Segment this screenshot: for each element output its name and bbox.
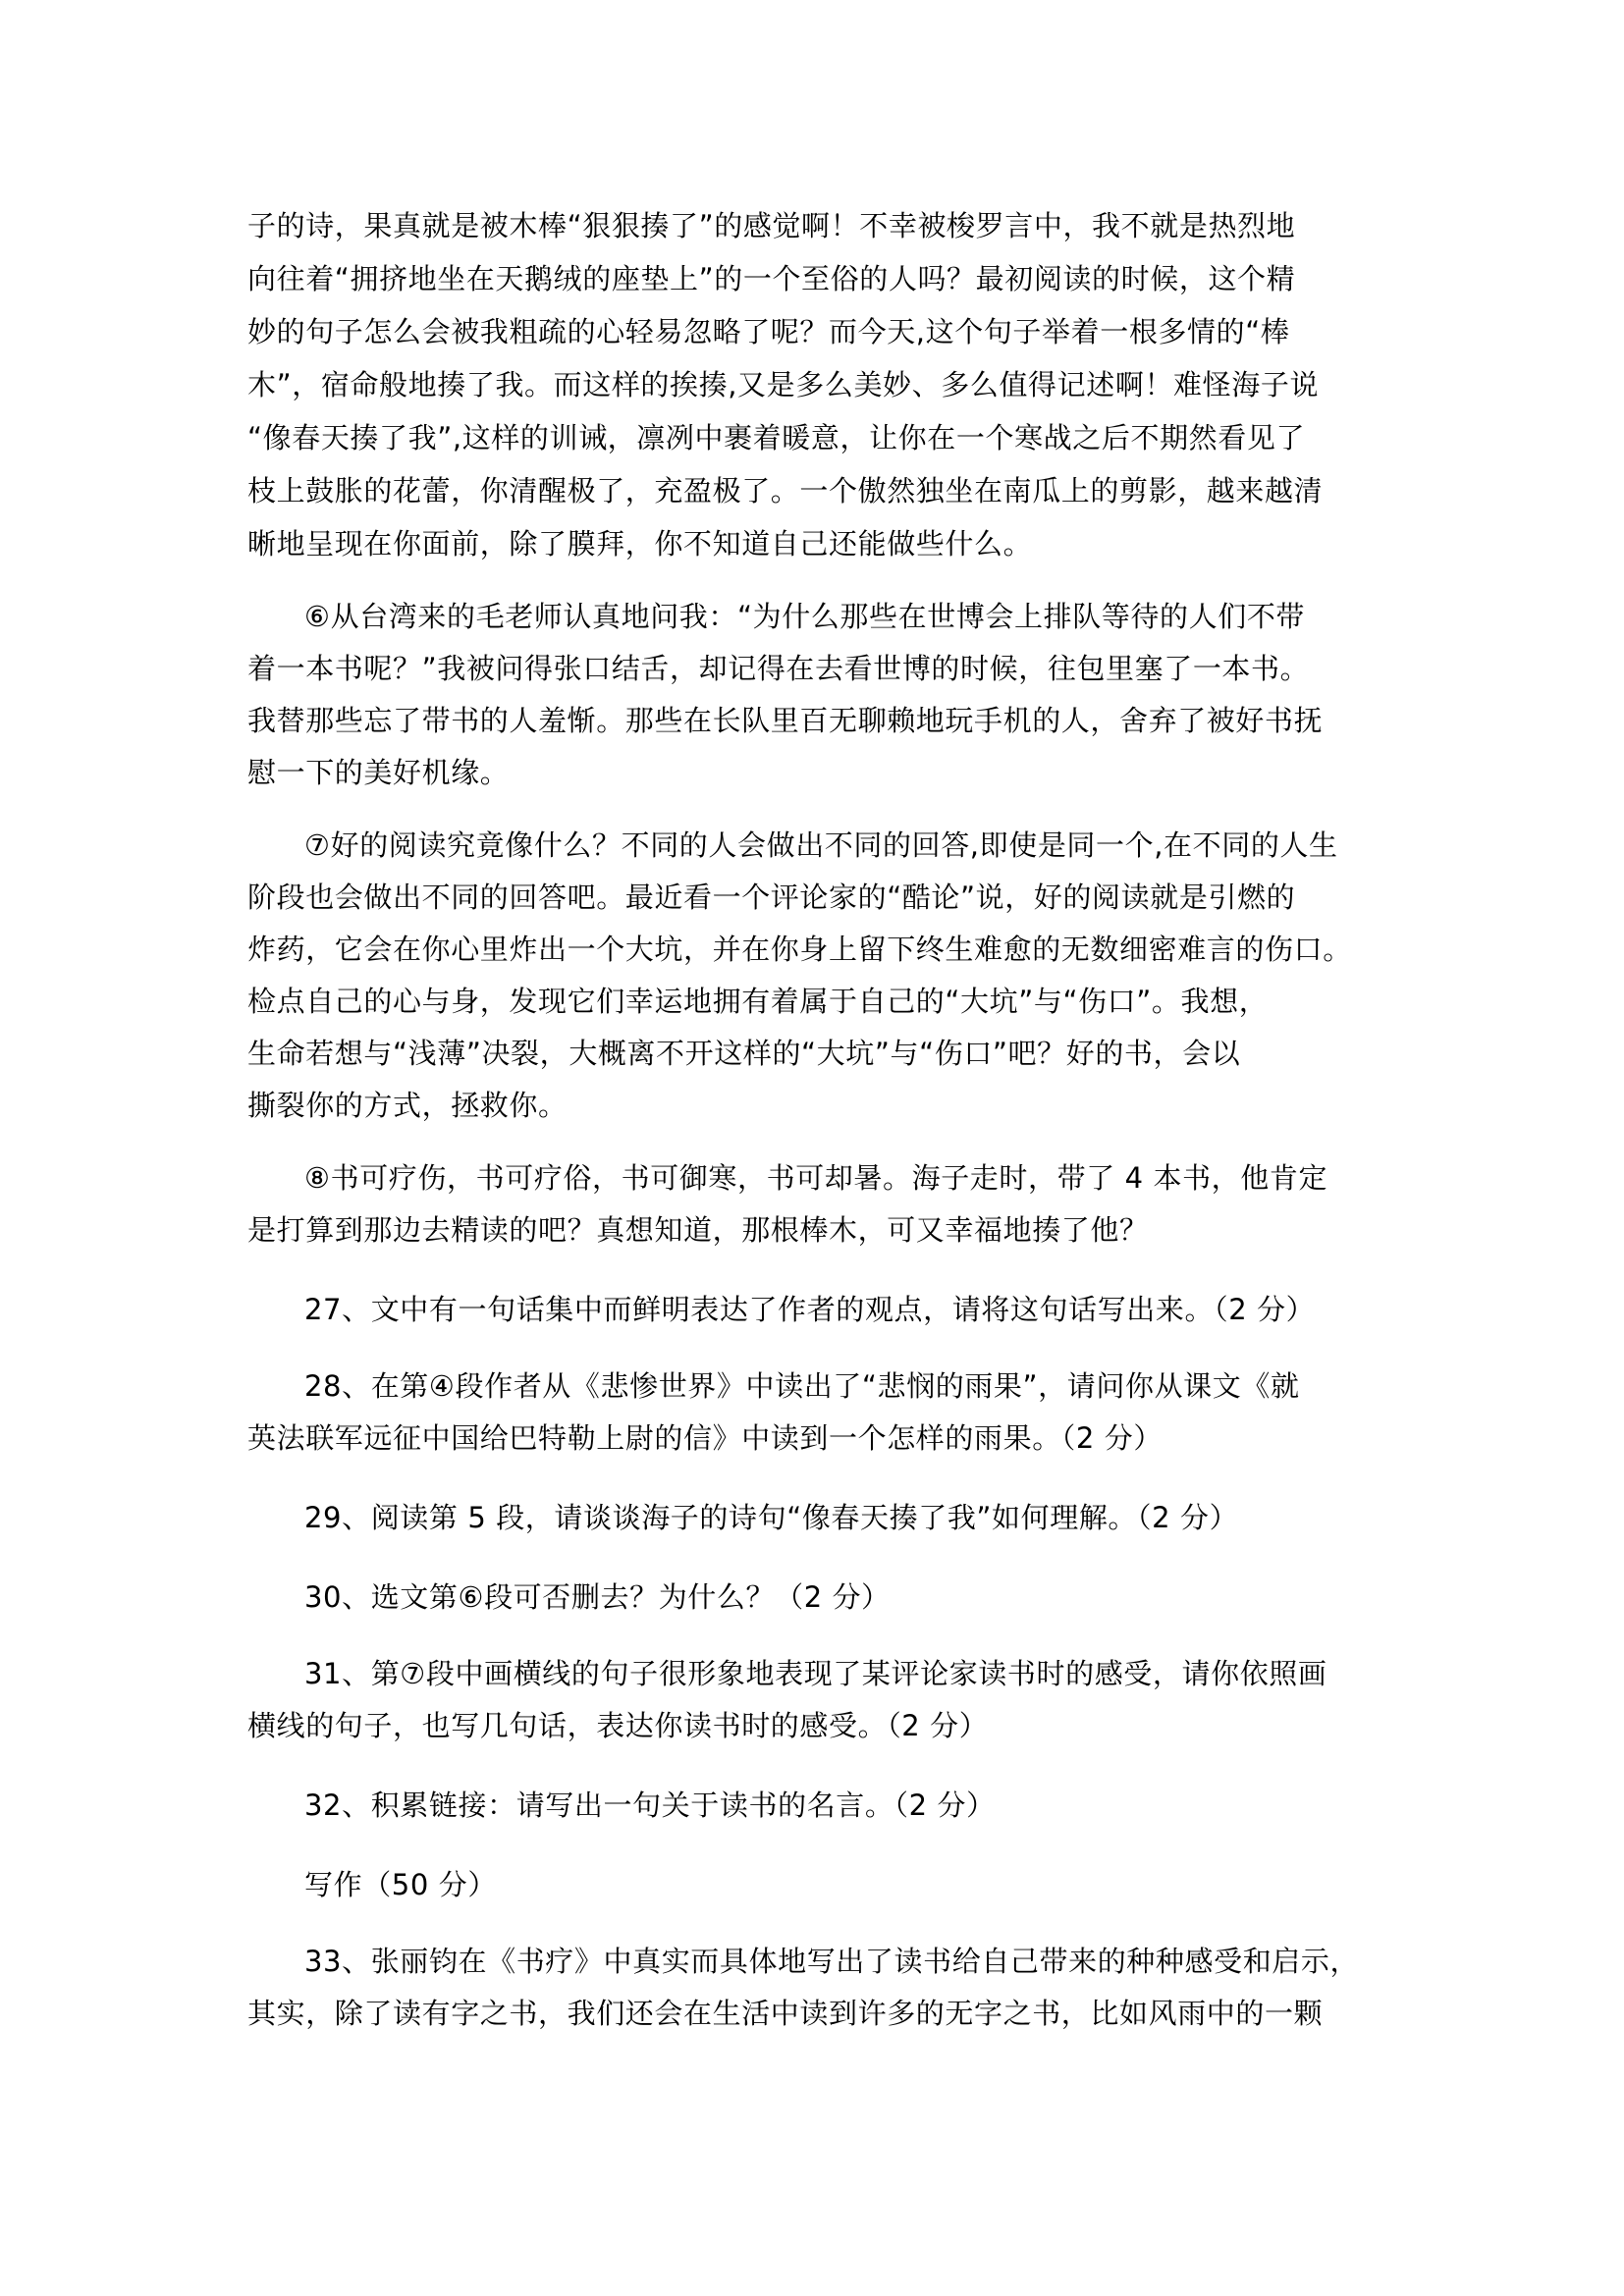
question-31: 31、第⑦段中画横线的句子很形象地表现了某评论家读书时的感受，请你依照画 (304, 1657, 1327, 1690)
question-27: 27、文中有一句话集中而鲜明表达了作者的观点，请将这句话写出来。（2 分） (304, 1293, 1316, 1326)
question-28: 28、在第④段作者从《悲惨世界》中读出了“悲悯的雨果”，请问你从课文《就 (304, 1369, 1300, 1403)
question-29: 29、阅读第 5 段，请谈谈海子的诗句“像春天揍了我”如何理解。（2 分） (304, 1501, 1239, 1534)
text-line: 枝上鼓胀的花蕾，你清醒极了，充盈极了。一个傲然独坐在南瓜上的剪影，越来越清 (247, 474, 1324, 507)
text-line: 英法联军远征中国给巴特勒上尉的信》中读到一个怎样的雨果。（2 分） (247, 1421, 1163, 1455)
question-30: 30、选文第⑥段可否删去？为什么？（2 分） (304, 1580, 891, 1614)
text-line: 晰地呈现在你面前，除了膜拜，你不知道自己还能做些什么。 (247, 527, 1033, 561)
text-line: 横线的句子，也写几句话，表达你读书时的感受。（2 分） (247, 1709, 989, 1742)
text-line: 阶段也会做出不同的回答吧。最近看一个评论家的“酷论”说，好的阅读就是引燃的 (247, 881, 1296, 914)
text-line: 是打算到那边去精读的吧？真想知道，那根棒木，可又幸福地揍了他？ (247, 1213, 1149, 1247)
text-line: “像春天揍了我”,这样的训诫，凛冽中裹着暖意，让你在一个寒战之后不期然看见了 (247, 421, 1306, 454)
text-line: 检点自己的心与身，发现它们幸运地拥有着属于自己的“大坑”与“伤口”。我想， (247, 985, 1269, 1018)
text-line: 妙的句子怎么会被我粗疏的心轻易忽略了呢？而今天,这个句子举着一根多情的“棒 (247, 315, 1290, 348)
paragraph-8-start: ⑧书可疗伤，书可疗俗，书可御寒，书可却暑。海子走时，带了 4 本书，他肯定 (304, 1161, 1328, 1195)
text-line: 向往着“拥挤地坐在天鹅绒的座垫上”的一个至俗的人吗？最初阅读的时候，这个精 (247, 262, 1296, 295)
question-33: 33、张丽钧在《书疗》中真实而具体地写出了读书给自己带来的种种感受和启示， (304, 1945, 1360, 1978)
text-line: 炸药，它会在你心里炸出一个大坑，并在你身上留下终生难愈的无数细密难言的伤口。 (247, 933, 1352, 966)
text-line: 其实，除了读有字之书，我们还会在生活中读到许多的无字之书，比如风雨中的一颗 (247, 1997, 1324, 2030)
text-line: 子的诗，果真就是被木棒“狠狠揍了”的感觉啊！不幸被梭罗言中，我不就是热烈地 (247, 209, 1296, 242)
paragraph-6-start: ⑥从台湾来的毛老师认真地问我：“为什么那些在世博会上排队等待的人们不带 (304, 600, 1306, 633)
text-line: 生命若想与“浅薄”决裂，大概离不开这样的“大坑”与“伤口”吧？好的书，会以 (247, 1037, 1241, 1070)
text-line: 我替那些忘了带书的人羞惭。那些在长队里百无聊赖地玩手机的人，舍弃了被好书抚 (247, 704, 1324, 737)
writing-heading: 写作（50 分） (304, 1868, 497, 1901)
text-line: 慰一下的美好机缘。 (247, 756, 510, 789)
question-32: 32、积累链接：请写出一句关于读书的名言。（2 分） (304, 1789, 996, 1822)
text-line: 着一本书呢？”我被问得张口结舌，却记得在去看世博的时候，往包里塞了一本书。 (247, 652, 1310, 685)
paragraph-7-start: ⑦好的阅读究竟像什么？不同的人会做出不同的回答,即使是同一个,在不同的人生 (304, 828, 1338, 862)
text-line: 木”，宿命般地揍了我。而这样的挨揍,又是多么美妙、多么值得记述啊！难怪海子说 (247, 368, 1320, 401)
text-line: 撕裂你的方式，拯救你。 (247, 1089, 568, 1122)
